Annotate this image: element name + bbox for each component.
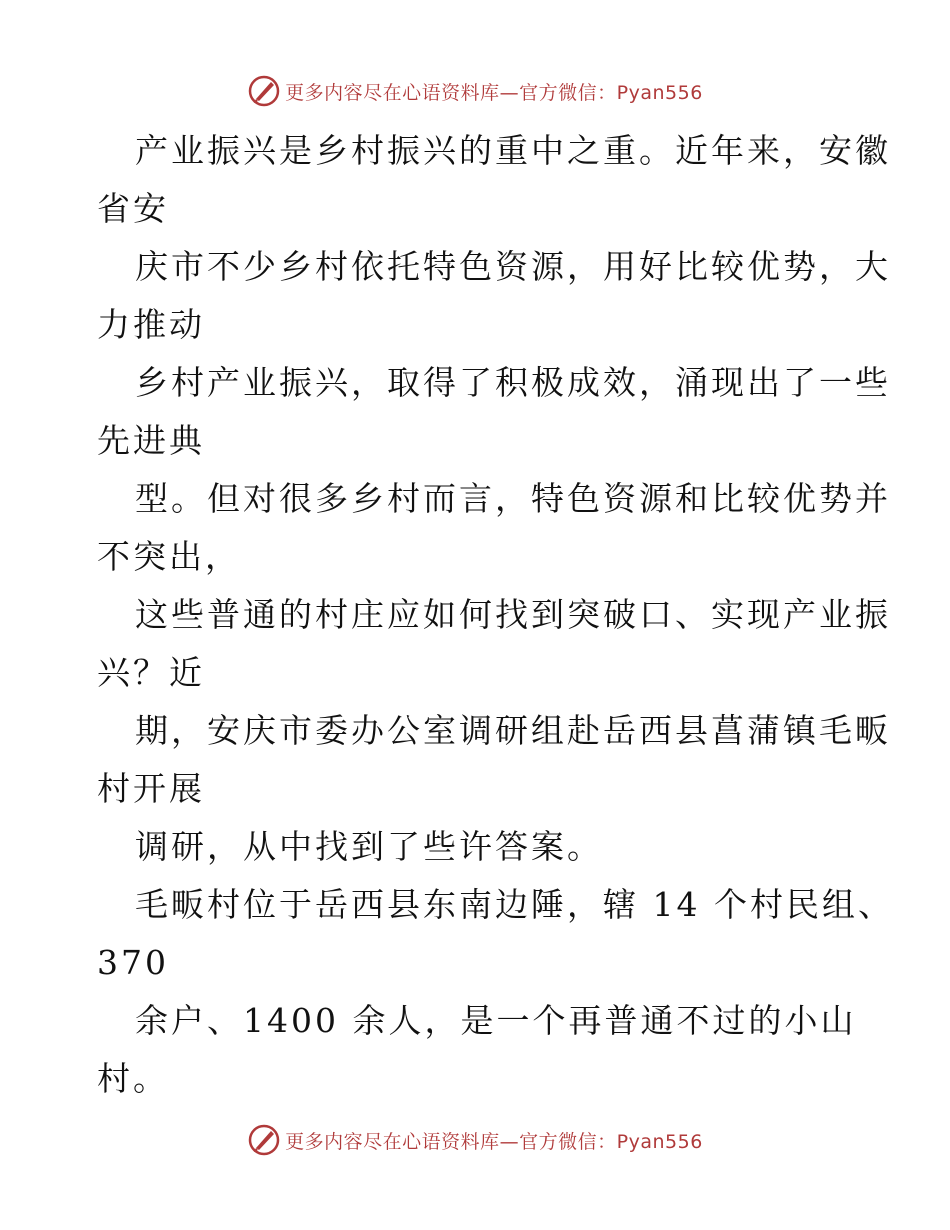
article-line: 期，安庆市委办公室调研组赴岳西县菖蒲镇毛畈 [135, 711, 891, 750]
article-line: 先进典 [97, 421, 205, 460]
article-line: 余户、1400 余人，是一个再普通不过的小山 [135, 1001, 857, 1040]
article-line: 型。但对很多乡村而言，特色资源和比较优势并 [135, 479, 891, 518]
article-line: 调研，从中找到了些许答案。 [135, 827, 603, 866]
quill-logo-icon [247, 74, 281, 108]
article-line: 毛畈村位于岳西县东南边陲，辖 14 个村民组、 [135, 885, 894, 924]
article-line: 不突出， [97, 537, 241, 576]
article-line: 产业振兴是乡村振兴的重中之重。近年来，安徽 [135, 131, 891, 170]
article-body [97, 122, 894, 1108]
article-line: 村。 [97, 1059, 169, 1098]
article-line: 这些普通的村庄应如何找到突破口、实现产业振 [135, 595, 891, 634]
header-banner [0, 71, 950, 111]
header-banner-text: 更多内容尽在心语资料库—官方微信：Pyan556 [285, 81, 703, 104]
article-line: 庆市不少乡村依托特色资源，用好比较优势，大 [135, 247, 891, 286]
article-line: 省安 [97, 189, 169, 228]
quill-logo-icon [247, 1123, 281, 1157]
footer-banner [0, 1120, 950, 1160]
article-line: 力推动 [97, 305, 205, 344]
article-line: 乡村产业振兴，取得了积极成效，涌现出了一些 [135, 363, 891, 402]
article-line: 兴？近 [97, 653, 205, 692]
footer-banner-text: 更多内容尽在心语资料库—官方微信：Pyan556 [285, 1130, 703, 1153]
article-line: 370 [97, 943, 169, 982]
article-line: 村开展 [97, 769, 205, 808]
